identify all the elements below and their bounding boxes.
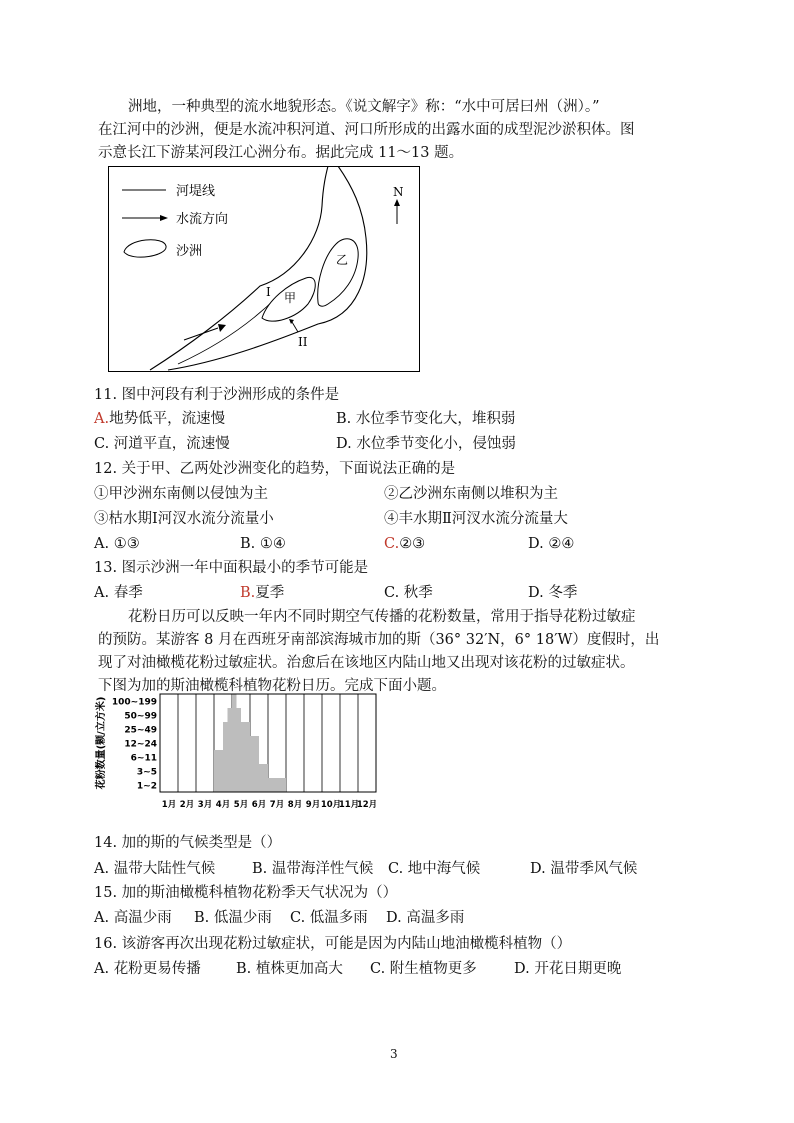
q14-option-c: C. 地中海气候 — [388, 861, 481, 877]
y-tick-label: 1~2 — [136, 781, 157, 792]
q13-option-b-text: 夏季 — [255, 585, 285, 601]
page-number: 3 — [390, 1047, 398, 1061]
q13-option-d: D. 冬季 — [528, 585, 578, 601]
q15-option-a: A. 高温少雨 — [94, 910, 172, 926]
x-tick-label: 12月 — [356, 800, 378, 810]
q12-stem: 12. 关于甲、乙两处沙洲变化的趋势，下面说法正确的是 — [94, 461, 456, 477]
q12-statement-3: ③枯水期Ⅰ河汊水流分流量小 — [94, 511, 274, 527]
y-tick-label: 100~199 — [111, 697, 157, 708]
x-tick-label: 9月 — [305, 800, 321, 810]
y-tick-label: 12~24 — [124, 739, 157, 750]
passage1-line2: 在江河中的沙洲，便是水流冲积河道、河口所形成的出露水面的成型泥沙淤积体。图 — [98, 122, 635, 138]
q16-stem: 16. 该游客再次出现花粉过敏症状，可能是因为内陆山地油橄榄科植物（） — [94, 936, 572, 952]
q11-option-c: C. 河道平直，流速慢 — [94, 436, 230, 452]
q12-option-c-letter: C. — [384, 536, 400, 552]
q11-option-d: D. 水位季节变化小，侵蚀弱 — [336, 436, 516, 452]
q14-stem: 14. 加的斯的气候类型是（） — [94, 835, 282, 851]
y-tick-label: 50~99 — [124, 711, 157, 722]
passage2-line3: 现了对油橄榄花粉过敏症状。治愈后在该地区内陆山地又出现对该花粉的过敏症状。 — [98, 655, 635, 671]
q13-option-b-letter: B. — [240, 585, 256, 601]
x-tick-label: 4月 — [215, 800, 231, 810]
q12-option-c — [384, 533, 425, 555]
river-map-figure — [108, 166, 420, 372]
pollen-month-bar — [286, 778, 304, 792]
x-tick-label: 5月 — [233, 800, 249, 810]
q12-statement-4: ④丰水期Ⅱ河汊水流分流量大 — [384, 511, 568, 527]
x-tick-label: 3月 — [197, 800, 213, 810]
q11-option-a-letter: A. — [94, 411, 110, 427]
label-jia: 甲 — [284, 291, 297, 305]
q14-option-a: A. 温带大陆性气候 — [94, 861, 216, 877]
q11-option-a-text: 地势低平，流速慢 — [109, 411, 226, 427]
passage2-line1: 花粉日历可以反映一年内不同时期空气传播的花粉数量，常用于指导花粉过敏症 — [128, 609, 636, 625]
q15-option-d: D. 高温多雨 — [386, 910, 465, 926]
q16-option-d: D. 开花日期更晚 — [514, 961, 622, 977]
x-tick-label: 1月 — [161, 800, 177, 810]
q16-option-c: C. 附生植物更多 — [370, 961, 477, 977]
q12-option-a: A. ①③ — [94, 536, 140, 552]
y-tick-label: 6~11 — [130, 753, 157, 764]
passage1-line3: 示意长江下游某河段江心洲分布。据此完成 11～13 题。 — [98, 145, 464, 161]
q15-option-b: B. 低温少雨 — [194, 910, 272, 926]
q14-option-d: D. 温带季风气候 — [530, 861, 638, 877]
legend-flow-label: 水流方向 — [176, 212, 229, 227]
q13-option-b — [240, 582, 284, 604]
q12-option-b: B. ①④ — [240, 536, 286, 552]
label-channel-II: II — [298, 335, 308, 349]
q11-option-a — [94, 408, 225, 430]
q12-option-d: D. ②④ — [528, 536, 575, 552]
x-tick-label: 10月 — [320, 800, 342, 810]
x-tick-label: 6月 — [251, 800, 267, 810]
q11-option-b: B. 水位季节变化大，堆积弱 — [336, 411, 516, 427]
q13-option-c: C. 秋季 — [384, 585, 433, 601]
q11-stem: 11. 图中河段有利于沙洲形成的条件是 — [94, 387, 340, 403]
q16-option-b: B. 植株更加高大 — [236, 961, 343, 977]
chart-y-axis-title: 花粉数量(颗/立方米) — [96, 696, 107, 790]
y-tick-label: 25~49 — [124, 725, 157, 736]
q15-option-c: C. 低温多雨 — [290, 910, 368, 926]
passage2-line4: 下图为加的斯油橄榄科植物花粉日历。完成下面小题。 — [98, 678, 446, 694]
legend-sandbar-label: 沙洲 — [176, 244, 203, 259]
x-tick-label: 7月 — [269, 800, 285, 810]
pollen-calendar-chart — [88, 690, 388, 820]
x-tick-label: 8月 — [287, 800, 303, 810]
passage1-line1: 洲地，一种典型的流水地貌形态。《说文解字》称：“水中可居曰州（洲）。” — [128, 99, 600, 115]
q15-stem: 15. 加的斯油橄榄科植物花粉季天气状况为（） — [94, 885, 398, 901]
x-tick-label: 2月 — [179, 800, 195, 810]
q14-option-b: B. 温带海洋性气候 — [252, 861, 374, 877]
q13-option-a: A. 春季 — [94, 585, 143, 601]
q16-option-a: A. 花粉更易传播 — [94, 961, 201, 977]
q13-stem: 13. 图示沙洲一年中面积最小的季节可能是 — [94, 560, 369, 576]
q12-statement-1: ①甲沙洲东南侧以侵蚀为主 — [94, 486, 268, 502]
q12-statement-2: ②乙沙洲东南侧以堆积为主 — [384, 486, 558, 502]
label-yi: 乙 — [336, 253, 349, 267]
y-tick-label: 3~5 — [136, 767, 157, 778]
label-channel-I: I — [266, 285, 271, 299]
x-tick-label: 11月 — [338, 800, 360, 810]
legend-levee-label: 河堤线 — [176, 184, 216, 199]
passage2-line2: 的预防。某游客 8 月在西班牙南部滨海城市加的斯（36° 32′N，6° 18′W）度假时，出 — [98, 632, 660, 648]
north-label: N — [393, 185, 404, 199]
q12-option-c-text: ②③ — [399, 536, 426, 552]
